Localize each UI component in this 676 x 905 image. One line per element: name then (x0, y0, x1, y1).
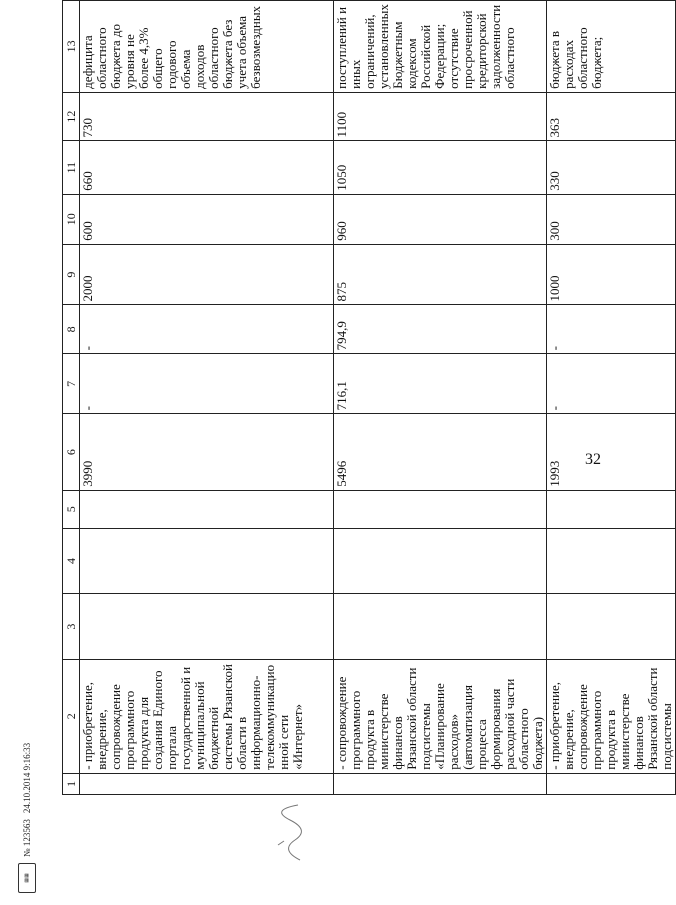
registry-stamp-icon: ▦▦ (18, 863, 36, 893)
value-cell: 1000 (547, 244, 676, 305)
target-indicator-cell: дефицита областного бюджета до уровня не более 4,3% общего годового объема доходов областного бюджета без учета объема безвозмездных (80, 1, 334, 93)
table-cell (334, 594, 547, 660)
table-cell (547, 528, 676, 594)
header-cell: 10 (63, 194, 80, 244)
item-description-cell: - приобретение, внедрение, сопровождение программного продукта для создания Единого портала государственной и муниципальной бюджетной системы Рязанской области в информационно-телекоммуникационной сети «Интернет» (80, 659, 334, 773)
header-cell: 4 (63, 528, 80, 594)
value-cell: 730 (80, 92, 334, 141)
header-row (63, 1, 80, 795)
header-cell: 9 (63, 244, 80, 305)
row-index-cell (334, 773, 547, 794)
row-index-cell (547, 773, 676, 794)
footer (18, 743, 36, 893)
header-cell: 5 (63, 490, 80, 528)
value-cell: 330 (547, 141, 676, 194)
total-value-cell: 1993 (547, 414, 676, 490)
table-cell (334, 528, 547, 594)
header-cell: 8 (63, 305, 80, 354)
header-cell: 6 (63, 414, 80, 490)
target-indicator-cell: бюджета в расходах областного бюджета; (547, 1, 676, 93)
item-description-cell: - сопровождение программного продукта в министерстве финансов Рязанской области подсистемы «Планирование расходов» (автоматизация процесса формирования расходной части областного бюджета) (334, 659, 547, 773)
value-cell: 1050 (334, 141, 547, 194)
table-cell (80, 490, 334, 528)
header-cell: 1 (63, 773, 80, 794)
table-row (80, 1, 334, 795)
row-index-cell (80, 773, 334, 794)
page-number: 32 (585, 451, 601, 468)
total-value-cell: 3990 (80, 414, 334, 490)
table-cell (547, 490, 676, 528)
document-timestamp: 24.10.2014 9:16:33 (22, 742, 32, 814)
value-cell: 2000 (80, 244, 334, 305)
header-cell: 3 (63, 594, 80, 660)
header-cell: 7 (63, 354, 80, 414)
target-indicator-cell: поступлений и иных ограничений, установленных Бюджетным кодексом Российской Федерации; отсутствие просроченной кредиторской задолженности областного (334, 1, 547, 93)
header-cell: 2 (63, 659, 80, 773)
document-number: № 123563 (22, 819, 32, 857)
table-cell (547, 594, 676, 660)
table-row (334, 1, 547, 795)
table-cell (80, 528, 334, 594)
value-cell: 1100 (334, 92, 547, 141)
value-cell: 363 (547, 92, 676, 141)
value-cell: - (80, 354, 334, 414)
value-cell: 875 (334, 244, 547, 305)
header-cell: 11 (63, 141, 80, 194)
value-cell: 794,9 (334, 305, 547, 354)
value-cell: 300 (547, 194, 676, 244)
total-value-cell: 5496 (334, 414, 547, 490)
budget-table (62, 0, 676, 795)
value-cell: - (80, 305, 334, 354)
value-cell: 660 (80, 141, 334, 194)
header-cell: 13 (63, 1, 80, 93)
table-cell (334, 490, 547, 528)
value-cell: - (547, 305, 676, 354)
header-cell: 12 (63, 92, 80, 141)
value-cell: 960 (334, 194, 547, 244)
table-cell (80, 594, 334, 660)
value-cell: 600 (80, 194, 334, 244)
value-cell: - (547, 354, 676, 414)
value-cell: 716,1 (334, 354, 547, 414)
item-description-cell: - приобретение, внедрение, сопровождение программного продукта в министерстве финансов Рязанской области подсистемы (547, 659, 676, 773)
table-row (547, 1, 676, 795)
handwritten-mark-icon (270, 795, 310, 865)
